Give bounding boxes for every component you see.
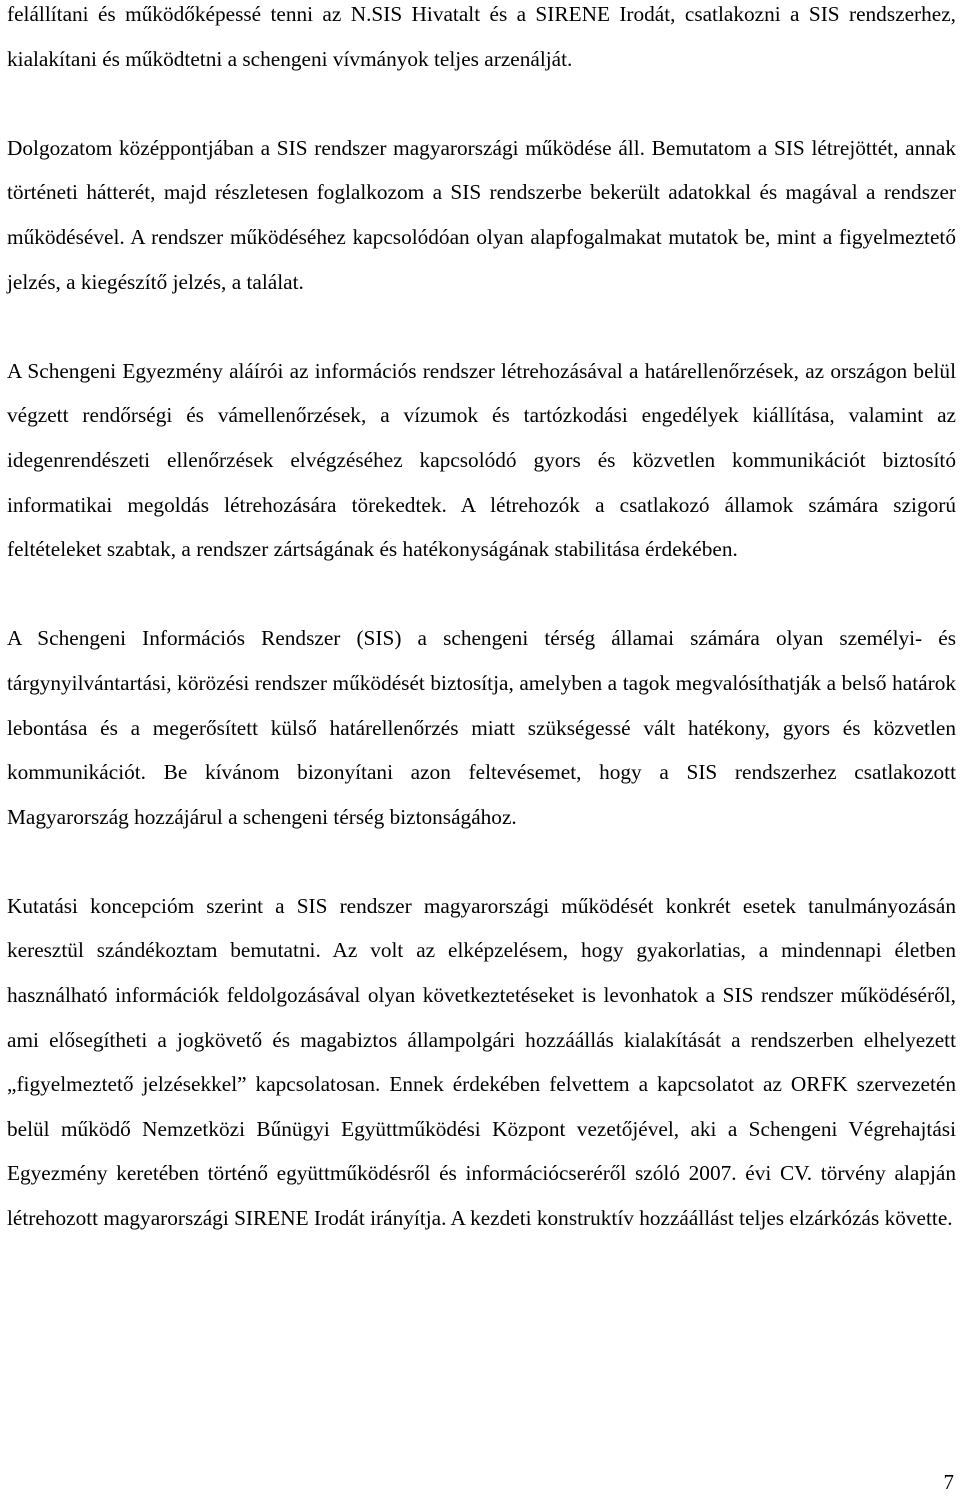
paragraph-research-concept: Kutatási koncepcióm szerint a SIS rendszer magyarországi működését konkrét esetek tanulmányozásán keresztül szándékoztam bemutatni. Az volt az elképzelésem, hogy gyakorlatias, a mindennapi életben használható információk feldolgozásával olyan következtetéseket is levonhatok a SIS rendszer működéséről, ami elősegítheti a jogkövető és magabiztos állampolgári hozzáállás kialakítását a rendszerben elhelyezett „figyelmeztető jelzésekkel” kapcsolatosan. Ennek érdekében felvettem a kapcsolatot az ORFK szervezetén belül működő Nemzetközi Bűnügyi Együttműködési Központ vezetőjével, aki a Schengeni Végrehajtási Egyezmény keretében történő együttműködésről és információcseréről szóló 2007. évi CV. törvény alapján létrehozott magyarországi SIRENE Irodát irányítja. A kezdeti konstruktív hozzáállást teljes elzárkózás követte. (7, 893, 956, 1231)
page-number: 7 (943, 1470, 954, 1494)
document-body (7, 0, 956, 1241)
paragraph-thesis-focus: Dolgozatom középpontjában a SIS rendszer magyarországi működése áll. Bemutatom a SIS létrejöttét, annak történeti hátterét, majd részletesen foglalkozom a SIS rendszerbe bekerült adatokkal és magával a rendszer működésével. A rendszer működéséhez kapcsolódóan olyan alapfogalmakat mutatok be, mint a figyelmeztető jelzés, a kiegészítő jelzés, a találat. (7, 135, 956, 294)
paragraph-intro-continuation: felállítani és működőképessé tenni az N.SIS Hivatalt és a SIRENE Irodát, csatlakozni a SIS rendszerhez, kialakítani és működtetni a schengeni vívmányok teljes arzenálját. (7, 2, 956, 71)
paragraph-sis-definition: A Schengeni Információs Rendszer (SIS) a schengeni térség államai számára olyan személyi- és tárgynyilvántartási, körözési rendszer működését biztosítja, amelyben a tagok megvalósíthatják a belső határok lebontása és a megerősített külső határellenőrzés miatt szükségessé vált hatékony, gyors és közvetlen kommunikációt. Be kívánom bizonyítani azon feltevésemet, hogy a SIS rendszerhez csatlakozott Magyarország hozzájárul a schengeni térség biztonságához. (7, 626, 956, 829)
paragraph-schengen-agreement: A Schengeni Egyezmény aláírói az információs rendszer létrehozásával a határellenőrzések, az országon belül végzett rendőrségi és vámellenőrzések, a vízumok és tartózkodási engedélyek kiállítása, valamint az idegenrendészeti ellenőrzések elvégzéséhez kapcsolódó gyors és közvetlen kommunikációt biztosító informatikai megoldás létrehozására törekedtek. A létrehozók a csatlakozó államok számára szigorú feltételeket szabtak, a rendszer zártságának és hatékonyságának stabilitása érdekében. (7, 358, 956, 562)
